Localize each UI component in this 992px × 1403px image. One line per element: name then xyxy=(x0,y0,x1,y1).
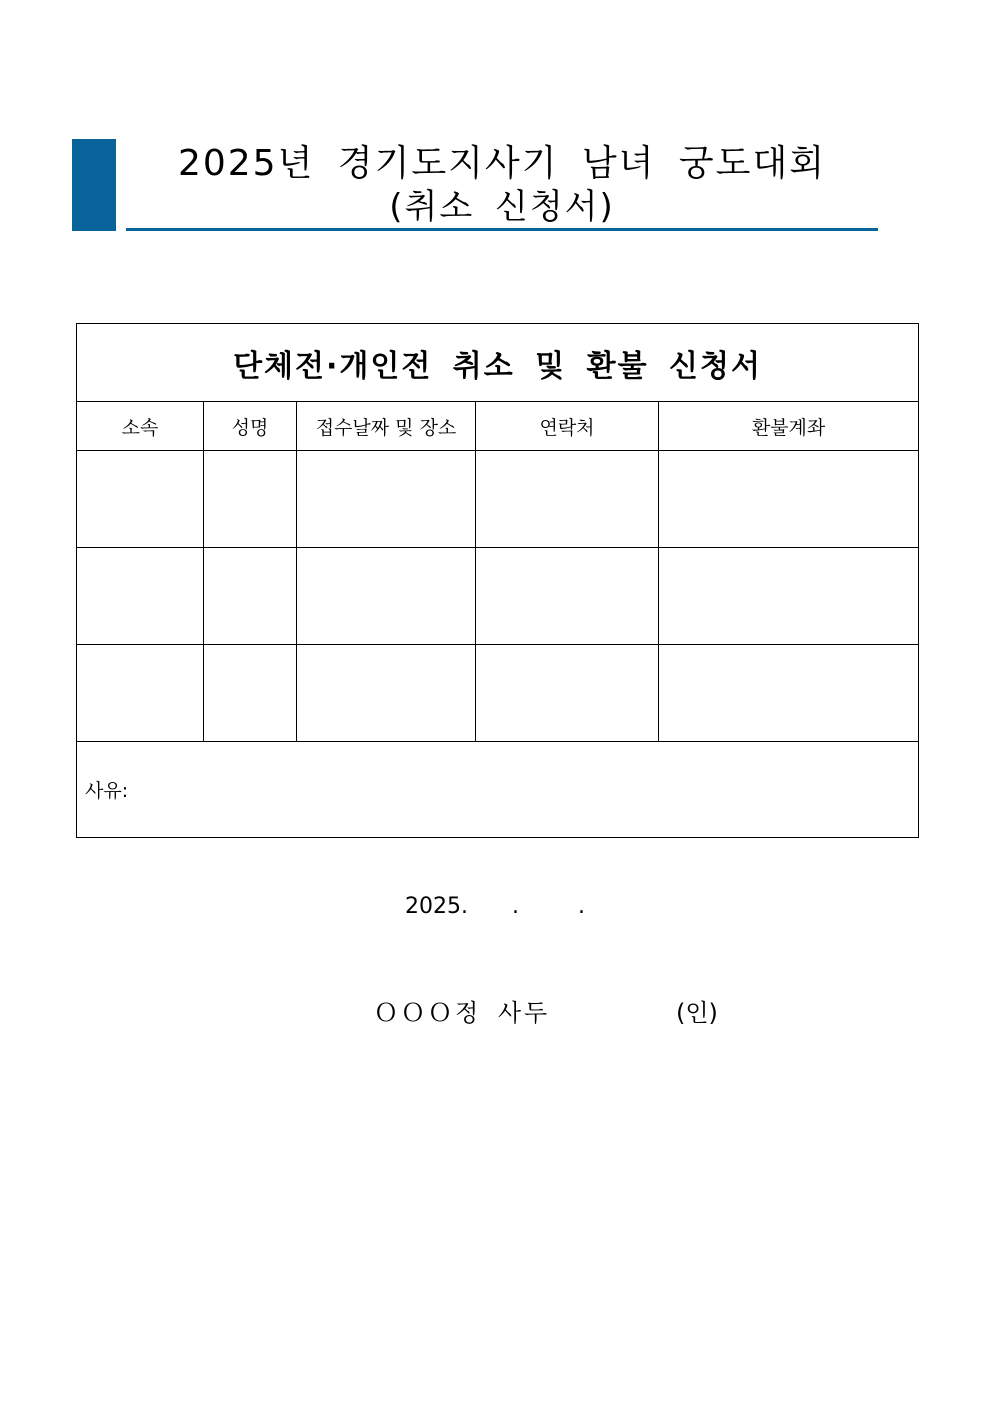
document-title: 2025년 경기도지사기 남녀 궁도대회 xyxy=(177,143,827,184)
header-name: 성명 xyxy=(204,402,297,451)
table-row xyxy=(77,548,919,645)
cell-refund-account[interactable] xyxy=(659,645,919,742)
form-title-row xyxy=(77,324,919,402)
cell-registration-date-place[interactable] xyxy=(297,451,476,548)
reason-field[interactable] xyxy=(77,742,919,838)
cell-affiliation[interactable] xyxy=(77,645,204,742)
cell-affiliation[interactable] xyxy=(77,451,204,548)
cell-name[interactable] xyxy=(204,548,297,645)
header-registration-date-place: 접수날짜 및 장소 xyxy=(297,402,476,451)
cell-registration-date-place[interactable] xyxy=(297,645,476,742)
cell-name[interactable] xyxy=(204,645,297,742)
form-title: 단체전·개인전 취소 및 환불 신청서 xyxy=(77,324,919,402)
form-header-row xyxy=(77,402,919,451)
cell-contact[interactable] xyxy=(476,451,659,548)
cell-registration-date-place[interactable] xyxy=(297,548,476,645)
table-row xyxy=(77,451,919,548)
cell-refund-account[interactable] xyxy=(659,451,919,548)
reason-label: 사유: xyxy=(85,780,129,802)
header-refund-account: 환불계좌 xyxy=(659,402,919,451)
cell-affiliation[interactable] xyxy=(77,548,204,645)
signer-name: ＯＯＯ정 사두 xyxy=(374,999,551,1027)
cell-name[interactable] xyxy=(204,451,297,548)
cell-contact[interactable] xyxy=(476,548,659,645)
cell-contact[interactable] xyxy=(476,645,659,742)
cancellation-form-table xyxy=(76,323,919,838)
header-contact: 연락처 xyxy=(476,402,659,451)
header-affiliation: 소속 xyxy=(77,402,204,451)
table-row xyxy=(77,645,919,742)
date-day-separator: . xyxy=(578,894,585,919)
reason-row xyxy=(77,742,919,838)
cell-refund-account[interactable] xyxy=(659,548,919,645)
title-underline xyxy=(126,228,878,231)
seal-mark: (인) xyxy=(676,999,718,1027)
title-accent-block xyxy=(72,139,116,231)
date-year: 2025. xyxy=(405,894,468,919)
document-subtitle: (취소 신청서) xyxy=(389,187,615,227)
date-month-separator: . xyxy=(512,894,519,919)
